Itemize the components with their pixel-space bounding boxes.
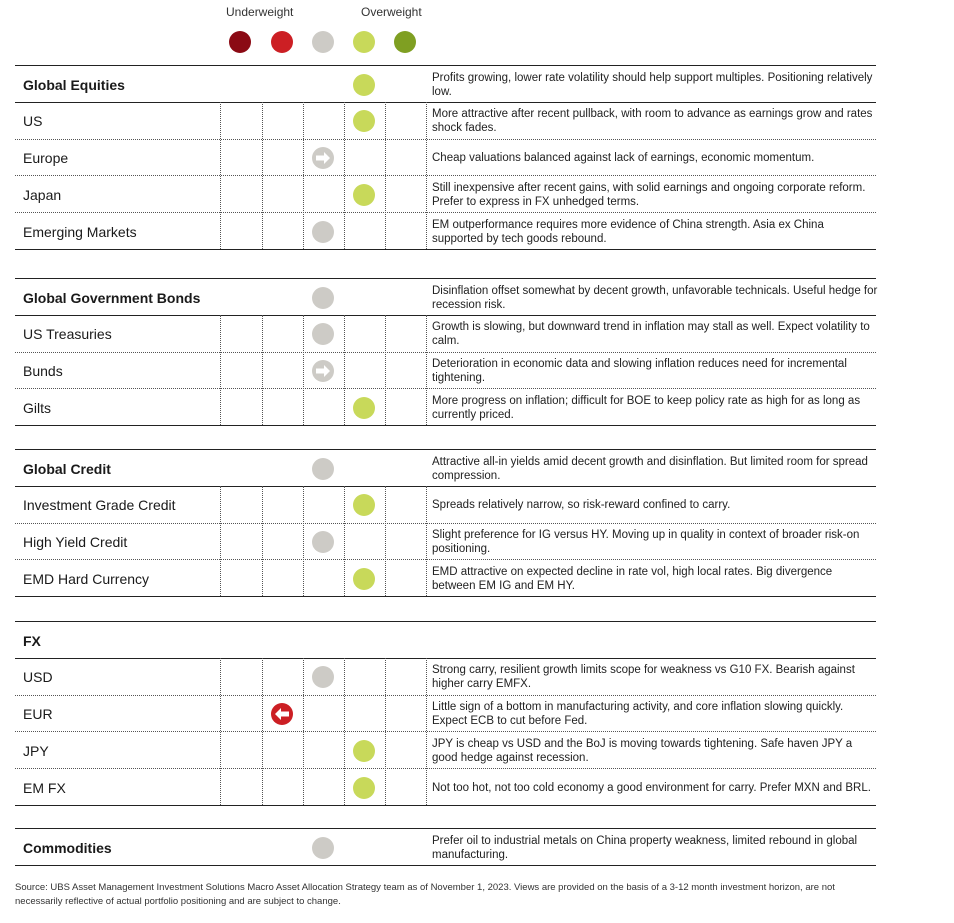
section-title: FX — [23, 633, 41, 650]
section-comment: Attractive all-in yields amid decent growth and disinflation. But limited room for spread compression. — [432, 456, 868, 483]
arrow-marker — [312, 360, 334, 382]
signal-dot — [353, 568, 375, 590]
row-comment: Spreads relatively narrow, so risk-reward confined to carry. — [432, 499, 731, 512]
row-separator — [15, 523, 876, 524]
row-comment: EMD attractive on expected decline in rate vol, high local rates. Big divergence between EM IG and EM HY. — [432, 565, 833, 592]
signal-dot — [353, 397, 375, 419]
row-comment: Not too hot, not too cold economy a good environment for carry. Prefer MXN and BRL. — [432, 781, 871, 794]
signal-dot — [353, 494, 375, 516]
source-note: Source: UBS Asset Management Investment Solutions Macro Asset Allocation Strategy team as of November 1, 2023. Views are provided on the basis of a 3-12 month investment horizon, are not necessarily reflective of actual portfolio positioning and are subject to change. — [15, 882, 835, 907]
column-divider — [344, 315, 345, 425]
section-header-rule — [15, 658, 876, 659]
section-header-rule — [15, 486, 876, 487]
row-label: Bunds — [23, 363, 63, 379]
column-divider — [344, 486, 345, 596]
row-comment: Cheap valuations balanced against lack of earnings, economic momentum. — [432, 152, 815, 164]
column-divider — [426, 486, 427, 596]
row-label: US Treasuries — [23, 326, 112, 343]
legend-dot — [229, 31, 251, 53]
column-divider — [220, 315, 221, 425]
legend-dot — [312, 31, 334, 53]
signal-dot — [353, 184, 375, 206]
section-title: Global Government Bonds — [23, 290, 201, 307]
arrow-right-icon — [312, 360, 334, 382]
row-label: Gilts — [23, 399, 51, 416]
section-title: Global Equities — [23, 77, 125, 94]
row-separator — [15, 352, 876, 353]
section-top-rule — [15, 65, 876, 66]
section-header-rule — [15, 315, 876, 316]
row-separator — [15, 139, 876, 140]
column-divider — [303, 486, 304, 596]
column-divider — [344, 102, 345, 249]
legend-dot — [353, 31, 375, 53]
row-label: EM FX — [23, 779, 66, 796]
row-separator — [15, 559, 876, 560]
row-separator — [15, 731, 876, 732]
column-divider — [262, 658, 263, 805]
section-top-rule — [15, 278, 876, 279]
column-divider — [385, 486, 386, 596]
section-comment: Prefer oil to industrial metals on China property weakness, limited rebound in global manufacturing. — [432, 835, 858, 862]
arrow-left-icon — [271, 703, 293, 725]
signal-dot — [353, 74, 375, 96]
section-bottom-rule — [15, 596, 876, 597]
legend-dot — [271, 31, 293, 53]
signal-dot — [312, 287, 334, 309]
row-comment: JPY is cheap vs USD and the BoJ is moving towards tightening. Safe haven JPY a good hedge against recession. — [432, 737, 853, 764]
row-label: Investment Grade Credit — [23, 497, 176, 514]
section-top-rule — [15, 621, 876, 622]
column-divider — [385, 102, 386, 249]
signal-dot — [312, 458, 334, 480]
row-label: Emerging Markets — [23, 223, 137, 240]
row-label: EUR — [23, 706, 53, 722]
row-separator — [15, 212, 876, 213]
row-separator — [15, 175, 876, 176]
column-divider — [220, 486, 221, 596]
section-top-rule — [15, 828, 876, 829]
row-comment: EM outperformance requires more evidence of China strength. Asia ex China supported by tech goods rebound. — [432, 218, 824, 245]
row-comment: Slight preference for IG versus HY. Moving up in quality in context of broader risk-on positioning. — [432, 529, 860, 555]
column-divider — [426, 658, 427, 805]
row-comment: Little sign of a bottom in manufacturing activity, and core inflation slowing quickly. Expect ECB to cut before Fed. — [432, 701, 844, 727]
section-title: Commodities — [23, 840, 112, 857]
section-comment: Profits growing, lower rate volatility should help support multiples. Positioning relatively low. — [432, 72, 873, 99]
row-label: Japan — [23, 186, 62, 203]
signal-dot — [353, 110, 375, 132]
row-comment: Still inexpensive after recent gains, with solid earnings and ongoing corporate reform. Prefer to express in FX unhedged terms. — [432, 181, 866, 208]
section-comment: Disinflation offset somewhat by decent growth, unfavorable technicals. Useful hedge for recession risk. — [432, 285, 878, 312]
column-divider — [262, 315, 263, 425]
section-bottom-rule — [15, 805, 876, 806]
column-divider — [262, 102, 263, 249]
arrow-right-icon — [312, 147, 334, 169]
column-divider — [262, 486, 263, 596]
underweight-label: Underweight — [226, 5, 294, 19]
arrow-marker — [312, 147, 334, 169]
row-separator — [15, 695, 876, 696]
section-bottom-rule — [15, 249, 876, 250]
row-comment: Growth is slowing, but downward trend in inflation may stall as well. Expect volatility to calm. — [432, 321, 870, 348]
column-divider — [385, 315, 386, 425]
signal-dot — [312, 531, 334, 553]
row-separator — [15, 388, 876, 389]
section-top-rule — [15, 449, 876, 450]
signal-dot — [353, 740, 375, 762]
overweight-label: Overweight — [361, 5, 422, 19]
row-label: EMD Hard Currency — [23, 570, 150, 587]
signal-dot — [312, 221, 334, 243]
column-divider — [303, 658, 304, 805]
column-divider — [220, 102, 221, 249]
row-label: Europe — [23, 150, 69, 166]
column-divider — [385, 658, 386, 805]
row-label: USD — [23, 669, 53, 686]
column-divider — [344, 658, 345, 805]
signal-dot — [312, 666, 334, 688]
row-comment: More attractive after recent pullback, with room to advance as earnings grow and rates shock fades. — [432, 108, 873, 135]
column-divider — [426, 102, 427, 249]
row-comment: More progress on inflation; difficult for BOE to keep policy rate as high for as long as currently priced. — [432, 394, 861, 421]
column-divider — [303, 315, 304, 425]
signal-dot — [312, 323, 334, 345]
legend-dot — [394, 31, 416, 53]
section-title: Global Credit — [23, 461, 111, 478]
column-divider — [303, 102, 304, 249]
row-label: High Yield Credit — [23, 534, 128, 550]
row-separator — [15, 768, 876, 769]
arrow-marker — [271, 703, 293, 725]
column-divider — [426, 315, 427, 425]
row-comment: Deterioration in economic data and slowing inflation reduces need for incremental tightening. — [432, 358, 847, 384]
column-divider — [220, 658, 221, 805]
signal-dot — [312, 837, 334, 859]
signal-dot — [353, 777, 375, 799]
row-label: JPY — [23, 742, 49, 759]
section-header-rule — [15, 102, 876, 103]
row-label: US — [23, 113, 43, 130]
row-comment: Strong carry, resilient growth limits scope for weakness vs G10 FX. Bearish against higher carry EMFX. — [432, 664, 855, 691]
section-bottom-rule — [15, 425, 876, 426]
section-bottom-rule — [15, 865, 876, 866]
